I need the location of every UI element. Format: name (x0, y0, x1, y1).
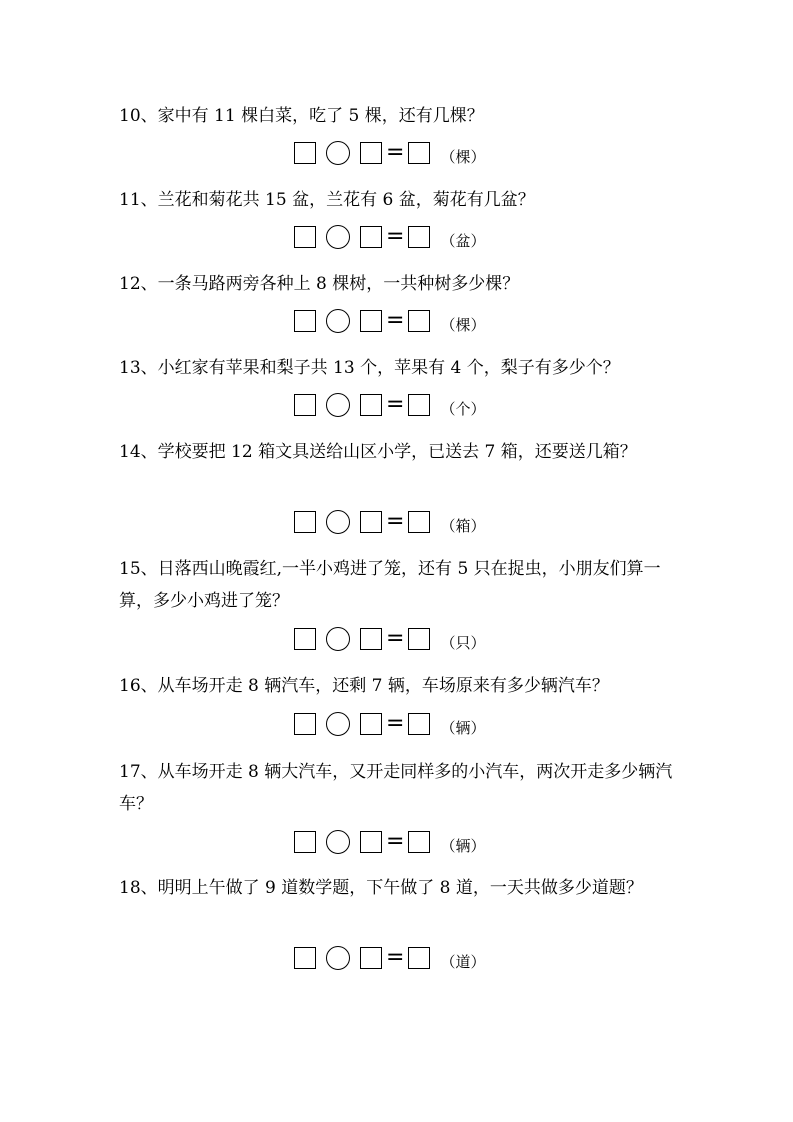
question-13 (119, 352, 689, 384)
result-box[interactable] (408, 310, 430, 332)
question-15 (119, 553, 689, 617)
question-number: 13、 (119, 358, 158, 378)
question-number: 17、 (119, 762, 158, 782)
operator-circle[interactable] (326, 309, 350, 333)
operand-box[interactable] (294, 310, 316, 332)
operand-box[interactable] (360, 310, 382, 332)
answer-formula-15 (294, 625, 485, 653)
result-box[interactable] (408, 831, 430, 853)
answer-formula-12 (294, 307, 485, 335)
unit-label: （棵） (440, 315, 486, 334)
unit-label: （道） (440, 952, 486, 971)
question-number: 18、 (119, 878, 158, 898)
operand-box[interactable] (294, 394, 316, 416)
operator-circle[interactable] (326, 712, 350, 736)
operand-box[interactable] (294, 831, 316, 853)
answer-formula-13 (294, 391, 485, 419)
operator-circle[interactable] (326, 830, 350, 854)
question-number: 16、 (119, 676, 158, 696)
operand-box[interactable] (294, 713, 316, 735)
result-box[interactable] (408, 226, 430, 248)
unit-label: （个） (440, 399, 486, 418)
question-10 (119, 100, 689, 132)
equals-sign: = (386, 829, 405, 854)
question-text: 日落西山晚霞红,一半小鸡进了笼，还有 5 只在捉虫，小朋友们算一算，多少小鸡进了笼？ (119, 559, 661, 611)
question-text: 一条马路两旁各种上 8 棵树，一共种树多少棵？ (157, 274, 520, 294)
operator-circle[interactable] (326, 627, 350, 651)
result-box[interactable] (408, 713, 430, 735)
question-11 (119, 184, 689, 216)
question-16 (119, 670, 689, 702)
operand-box[interactable] (360, 226, 382, 248)
operator-circle[interactable] (326, 225, 350, 249)
question-number: 11、 (119, 190, 158, 210)
unit-label: （盆） (440, 231, 486, 250)
unit-label: （辆） (440, 836, 486, 855)
question-text: 从车场开走 8 辆大汽车，又开走同样多的小汽车，两次开走多少辆汽车？ (119, 762, 673, 814)
operand-box[interactable] (294, 511, 316, 533)
unit-label: （只） (440, 633, 486, 652)
question-text: 家中有 11 棵白菜，吃了 5 棵，还有几棵？ (157, 106, 484, 126)
question-18 (119, 872, 689, 904)
question-number: 15、 (119, 559, 158, 579)
answer-formula-14 (294, 508, 485, 536)
operand-box[interactable] (360, 831, 382, 853)
unit-label: （棵） (440, 147, 486, 166)
question-12 (119, 268, 689, 300)
question-text: 小红家有苹果和梨子共 13 个，苹果有 4 个，梨子有多少个？ (157, 358, 620, 378)
equals-sign: = (386, 224, 405, 249)
operand-box[interactable] (360, 628, 382, 650)
equals-sign: = (386, 140, 405, 165)
operator-circle[interactable] (326, 510, 350, 534)
operand-box[interactable] (360, 947, 382, 969)
operand-box[interactable] (294, 947, 316, 969)
question-text: 学校要把 12 箱文具送给山区小学，已送去 7 箱，还要送几箱？ (157, 442, 637, 462)
operator-circle[interactable] (326, 141, 350, 165)
question-number: 12、 (119, 274, 158, 294)
result-box[interactable] (408, 947, 430, 969)
operand-box[interactable] (360, 713, 382, 735)
equals-sign: = (386, 626, 405, 651)
question-text: 兰花和菊花共 15 盆，兰花有 6 盆，菊花有几盆？ (157, 190, 535, 210)
equals-sign: = (386, 945, 405, 970)
result-box[interactable] (408, 511, 430, 533)
operator-circle[interactable] (326, 946, 350, 970)
unit-label: （辆） (440, 718, 486, 737)
equals-sign: = (386, 308, 405, 333)
question-number: 14、 (119, 442, 158, 462)
result-box[interactable] (408, 628, 430, 650)
equals-sign: = (386, 509, 405, 534)
answer-formula-11 (294, 223, 485, 251)
operand-box[interactable] (360, 142, 382, 164)
equals-sign: = (386, 711, 405, 736)
result-box[interactable] (408, 142, 430, 164)
question-number: 10、 (119, 106, 158, 126)
equals-sign: = (386, 392, 405, 417)
operand-box[interactable] (360, 394, 382, 416)
answer-formula-17 (294, 828, 485, 856)
question-text: 明明上午做了 9 道数学题，下午做了 8 道，一天共做多少道题？ (157, 878, 643, 898)
question-14 (119, 436, 689, 468)
operand-box[interactable] (360, 511, 382, 533)
question-text: 从车场开走 8 辆汽车，还剩 7 辆，车场原来有多少辆汽车？ (157, 676, 609, 696)
operator-circle[interactable] (326, 393, 350, 417)
answer-formula-10 (294, 139, 485, 167)
operand-box[interactable] (294, 628, 316, 650)
question-17 (119, 756, 689, 820)
answer-formula-16 (294, 710, 485, 738)
unit-label: （箱） (440, 516, 486, 535)
result-box[interactable] (408, 394, 430, 416)
operand-box[interactable] (294, 226, 316, 248)
operand-box[interactable] (294, 142, 316, 164)
answer-formula-18 (294, 944, 485, 972)
